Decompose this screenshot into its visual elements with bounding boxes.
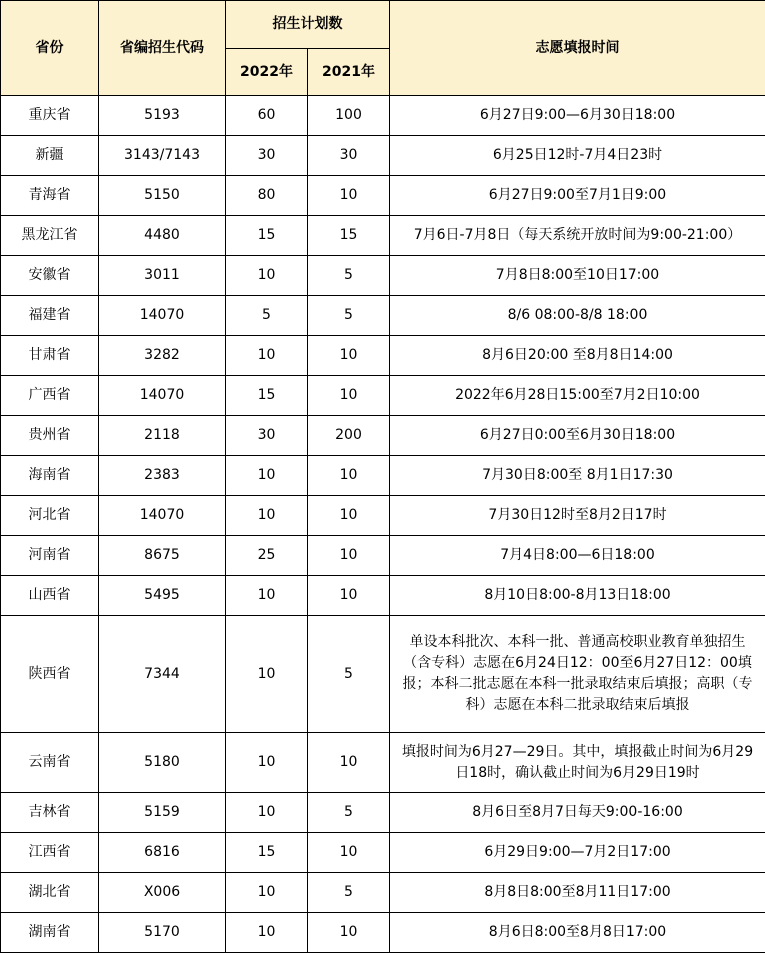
cell-province: 河南省: [1, 536, 99, 576]
table-row: [1, 733, 765, 793]
cell-province: 湖北省: [1, 873, 99, 913]
header-2021: 2021年: [308, 49, 390, 96]
cell-y2021: 10: [308, 376, 390, 416]
cell-y2022: 60: [226, 96, 308, 136]
cell-window: 8月6日20:00 至8月8日14:00: [390, 336, 765, 376]
cell-y2022: 80: [226, 176, 308, 216]
cell-y2021: 5: [308, 256, 390, 296]
header-province: 省份: [1, 1, 99, 96]
table-row: [1, 536, 765, 576]
cell-province: 陕西省: [1, 616, 99, 733]
cell-window: 7月30日12时至8月2日17时: [390, 496, 765, 536]
cell-window: 6月29日9:00—7月2日17:00: [390, 833, 765, 873]
table-row: [1, 793, 765, 833]
cell-y2021: 10: [308, 456, 390, 496]
cell-window: 填报时间为6月27—29日。其中，填报截止时间为6月29日18时，确认截止时间为6月29日19时: [390, 733, 765, 793]
cell-y2021: 5: [308, 616, 390, 733]
table-row: [1, 296, 765, 336]
cell-y2022: 10: [226, 256, 308, 296]
cell-province: 河北省: [1, 496, 99, 536]
cell-province: 福建省: [1, 296, 99, 336]
cell-y2022: 10: [226, 616, 308, 733]
cell-window: 7月8日8:00至10日17:00: [390, 256, 765, 296]
cell-province: 广西省: [1, 376, 99, 416]
cell-y2021: 30: [308, 136, 390, 176]
table-row: [1, 216, 765, 256]
table-row: [1, 376, 765, 416]
cell-code: 3011: [99, 256, 226, 296]
cell-code: 6816: [99, 833, 226, 873]
header-plan: 招生计划数: [226, 1, 390, 49]
table-row: [1, 456, 765, 496]
table-row: [1, 913, 765, 953]
cell-window: 2022年6月28日15:00至7月2日10:00: [390, 376, 765, 416]
table-row: [1, 96, 765, 136]
cell-y2022: 15: [226, 216, 308, 256]
cell-window: 8月8日8:00至8月11日17:00: [390, 873, 765, 913]
table-row: [1, 576, 765, 616]
cell-window: 6月27日0:00至6月30日18:00: [390, 416, 765, 456]
cell-code: 14070: [99, 296, 226, 336]
cell-province: 吉林省: [1, 793, 99, 833]
cell-y2022: 10: [226, 576, 308, 616]
cell-window: 7月4日8:00—6日18:00: [390, 536, 765, 576]
cell-y2021: 5: [308, 793, 390, 833]
cell-y2021: 15: [308, 216, 390, 256]
cell-y2022: 5: [226, 296, 308, 336]
cell-window: 6月27日9:00—6月30日18:00: [390, 96, 765, 136]
table-row: [1, 256, 765, 296]
cell-province: 江西省: [1, 833, 99, 873]
table-row: [1, 336, 765, 376]
table-row: [1, 416, 765, 456]
cell-window: 单设本科批次、本科一批、普通高校职业教育单独招生（含专科）志愿在6月24日12：00至6月27日12：00填报；本科二批志愿在本科一批录取结束后填报；高职（专科）志愿在本科二批录取结束后填报: [390, 616, 765, 733]
table-row: [1, 616, 765, 733]
cell-y2022: 30: [226, 416, 308, 456]
cell-code: 7344: [99, 616, 226, 733]
cell-code: 2118: [99, 416, 226, 456]
cell-province: 海南省: [1, 456, 99, 496]
cell-code: 2383: [99, 456, 226, 496]
cell-code: 4480: [99, 216, 226, 256]
cell-y2022: 10: [226, 733, 308, 793]
cell-code: 14070: [99, 376, 226, 416]
cell-province: 甘肃省: [1, 336, 99, 376]
cell-province: 安徽省: [1, 256, 99, 296]
cell-y2021: 5: [308, 873, 390, 913]
cell-y2021: 10: [308, 733, 390, 793]
cell-y2021: 10: [308, 176, 390, 216]
cell-code: 5150: [99, 176, 226, 216]
cell-code: 5193: [99, 96, 226, 136]
cell-y2021: 10: [308, 536, 390, 576]
cell-y2022: 10: [226, 913, 308, 953]
cell-province: 山西省: [1, 576, 99, 616]
cell-province: 黑龙江省: [1, 216, 99, 256]
cell-window: 6月25日12时-7月4日23时: [390, 136, 765, 176]
table-row: [1, 136, 765, 176]
cell-window: 8月6日至8月7日每天9:00-16:00: [390, 793, 765, 833]
cell-y2021: 10: [308, 496, 390, 536]
cell-y2021: 10: [308, 913, 390, 953]
table-row: [1, 176, 765, 216]
cell-window: 7月30日8:00至 8月1日17:30: [390, 456, 765, 496]
table-body: [1, 96, 765, 953]
header-2022: 2022年: [226, 49, 308, 96]
cell-code: 3143/7143: [99, 136, 226, 176]
cell-code: 5170: [99, 913, 226, 953]
cell-y2022: 15: [226, 833, 308, 873]
cell-y2021: 100: [308, 96, 390, 136]
cell-y2021: 10: [308, 833, 390, 873]
header-window: 志愿填报时间: [390, 1, 765, 96]
cell-province: 青海省: [1, 176, 99, 216]
cell-y2022: 10: [226, 496, 308, 536]
cell-province: 云南省: [1, 733, 99, 793]
cell-province: 重庆省: [1, 96, 99, 136]
cell-code: 5159: [99, 793, 226, 833]
cell-window: 8月6日8:00至8月8日17:00: [390, 913, 765, 953]
cell-code: 14070: [99, 496, 226, 536]
cell-code: X006: [99, 873, 226, 913]
cell-y2022: 25: [226, 536, 308, 576]
table-row: [1, 873, 765, 913]
cell-y2022: 15: [226, 376, 308, 416]
cell-province: 贵州省: [1, 416, 99, 456]
cell-y2022: 10: [226, 456, 308, 496]
cell-y2021: 10: [308, 576, 390, 616]
table-row: [1, 496, 765, 536]
header-code: 省编招生代码: [99, 1, 226, 96]
cell-y2022: 30: [226, 136, 308, 176]
cell-window: 8/6 08:00-8/8 18:00: [390, 296, 765, 336]
cell-province: 湖南省: [1, 913, 99, 953]
cell-y2021: 200: [308, 416, 390, 456]
cell-y2022: 10: [226, 873, 308, 913]
cell-window: 7月6日-7月8日（每天系统开放时间为9:00-21:00）: [390, 216, 765, 256]
cell-window: 6月27日9:00至7月1日9:00: [390, 176, 765, 216]
cell-code: 5495: [99, 576, 226, 616]
cell-province: 新疆: [1, 136, 99, 176]
cell-y2022: 10: [226, 336, 308, 376]
table-row: [1, 833, 765, 873]
cell-y2021: 10: [308, 336, 390, 376]
cell-y2022: 10: [226, 793, 308, 833]
cell-code: 3282: [99, 336, 226, 376]
cell-window: 8月10日8:00-8月13日18:00: [390, 576, 765, 616]
cell-y2021: 5: [308, 296, 390, 336]
cell-code: 8675: [99, 536, 226, 576]
cell-code: 5180: [99, 733, 226, 793]
